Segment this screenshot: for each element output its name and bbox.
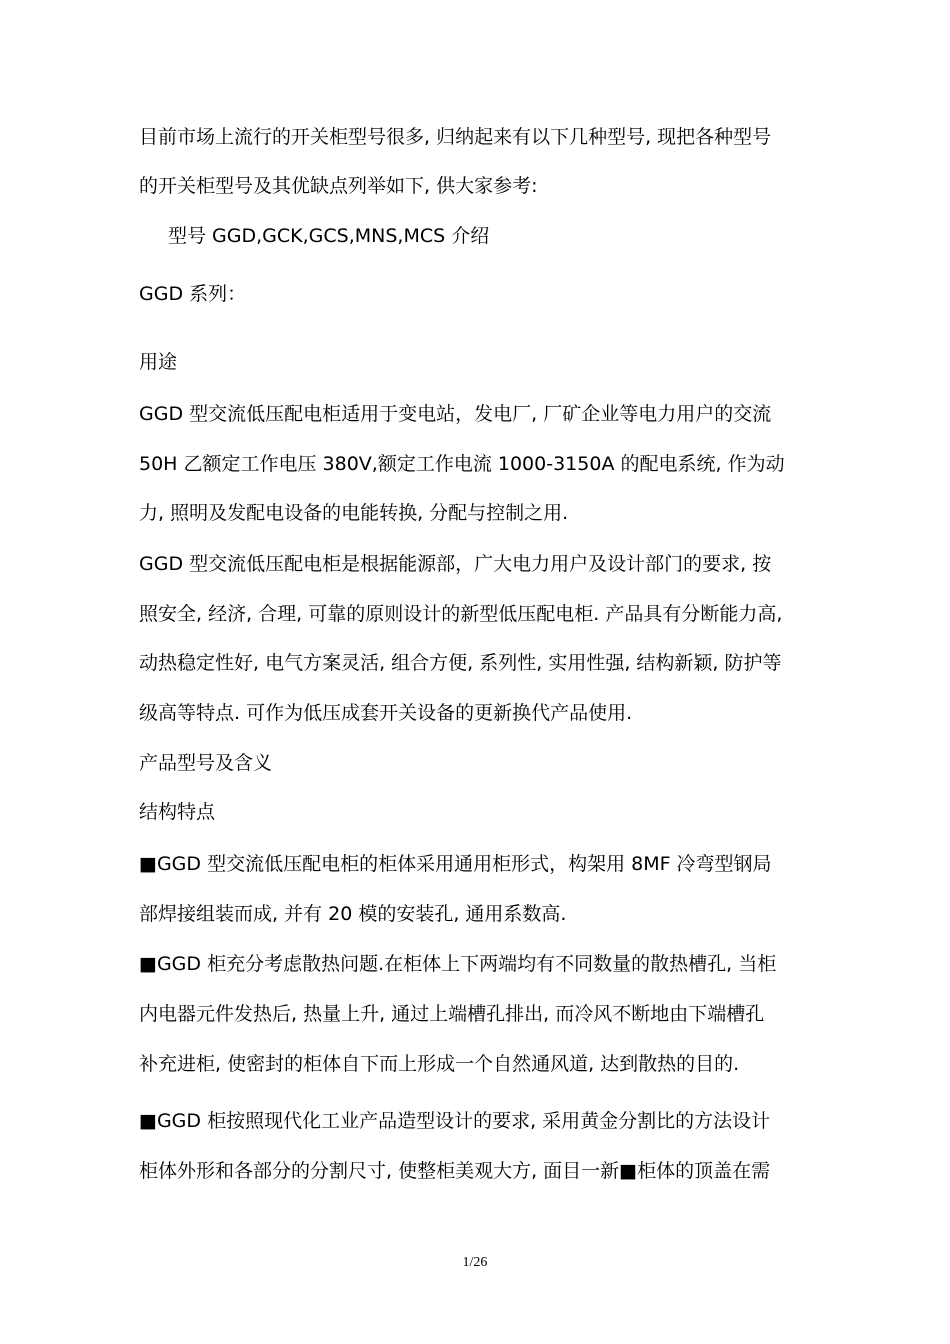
description-line-4: 级高等特点. 可作为低压成套开关设备的更新换代产品使用. [139,702,633,724]
model-meaning-heading: 产品型号及含义 [139,752,273,774]
ggd-series-heading: GGD 系列： [139,283,247,305]
usage-heading: 用途 [139,351,178,373]
structure-item-1-line-2: 部焊接组装而成, 并有 20 模的安装孔, 通用系数高. [139,903,567,925]
structure-item-3-line-2: 柜体外形和各部分的分割尺寸, 使整柜美观大方, 面目一新■柜体的顶盖在需 [139,1160,771,1182]
description-line-1: GGD 型交流低压配电柜是根据能源部，广大电力用户及设计部门的要求, 按 [139,553,772,575]
description-line-3: 动热稳定性好, 电气方案灵活, 组合方便, 系列性, 实用性强, 结构新颖, 防护等 [139,652,782,674]
structure-heading: 结构特点 [139,801,216,823]
intro-line-1: 目前市场上流行的开关柜型号很多, 归纳起来有以下几种型号, 现把各种型号 [139,126,772,148]
usage-line-1: GGD 型交流低压配电柜适用于变电站，发电厂, 厂矿企业等电力用户的交流 [139,403,772,425]
structure-item-2-line-1: ■GGD 柜充分考虑散热问题.在柜体上下两端均有不同数量的散热槽孔, 当柜 [139,953,777,975]
models-heading: 型号 GGD,GCK,GCS,MNS,MCS 介绍 [168,225,490,247]
page-number: 1/26 [462,1255,488,1270]
description-line-2: 照安全, 经济, 合理, 可靠的原则设计的新型低压配电柜. 产品具有分断能力高, [139,603,783,625]
structure-item-1-line-1: ■GGD 型交流低压配电柜的柜体采用通用柜形式，构架用 8MF 冷弯型钢局 [139,853,772,875]
structure-item-2-line-2: 内电器元件发热后, 热量上升, 通过上端槽孔排出, 而冷风不断地由下端槽孔 [139,1003,765,1025]
intro-line-2: 的开关柜型号及其优缺点列举如下, 供大家参考: [139,175,538,197]
structure-item-2-line-3: 补充进柜, 使密封的柜体自下而上形成一个自然通风道, 达到散热的目的. [139,1053,740,1075]
usage-line-3: 力, 照明及发配电设备的电能转换, 分配与控制之用. [139,502,569,524]
usage-line-2: 50H 乙额定工作电压 380V,额定工作电流 1000-3150A 的配电系统, 作为动 [139,453,785,475]
structure-item-3-line-1: ■GGD 柜按照现代化工业产品造型设计的要求, 采用黄金分割比的方法设计 [139,1110,771,1132]
